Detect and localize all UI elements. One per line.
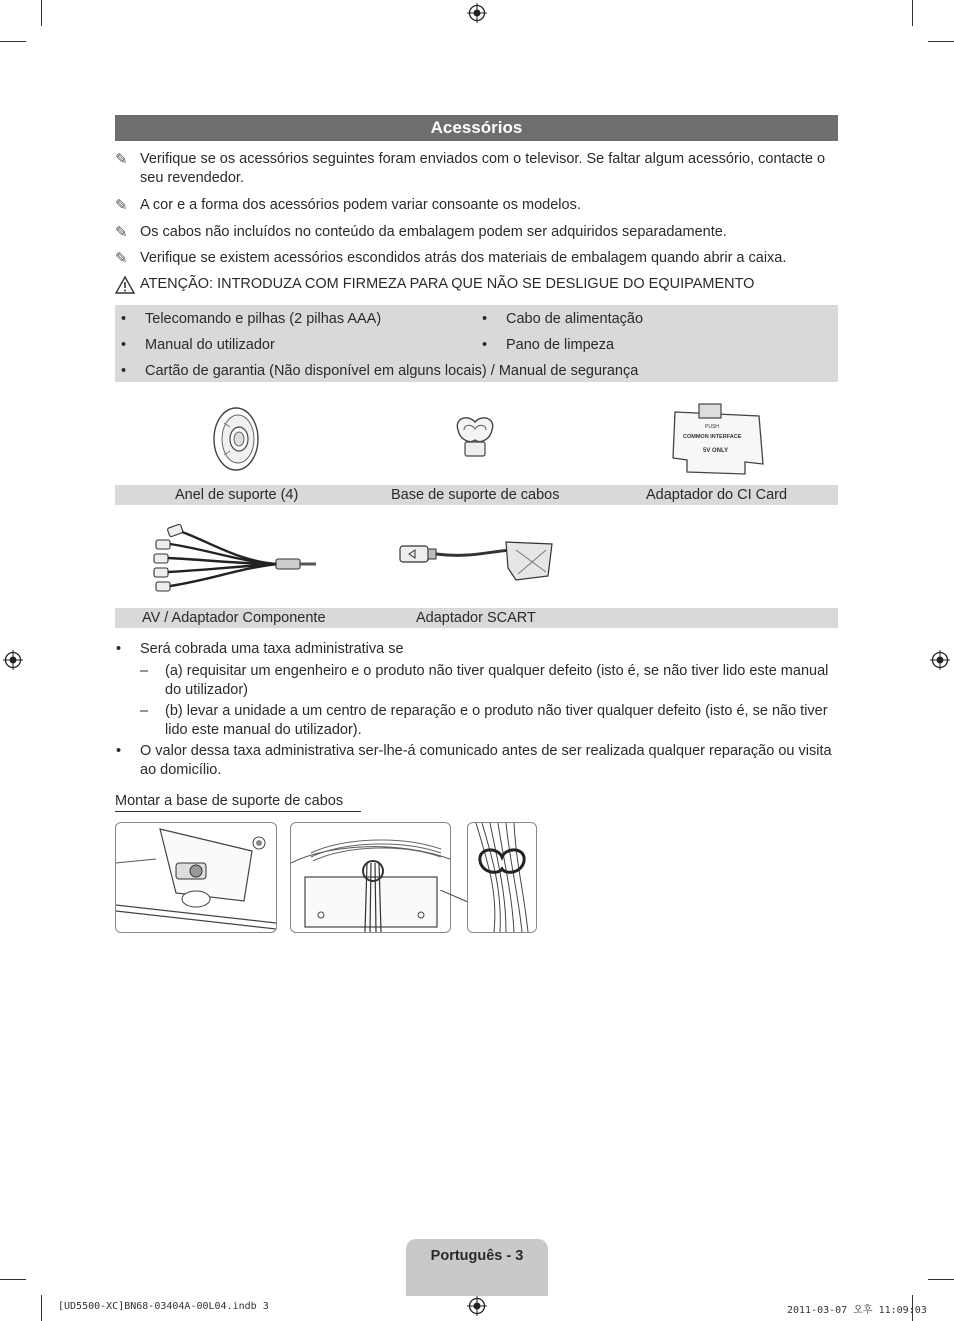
fee-sub-b-line1: (b) levar a unidade a um centro de reparação e o produto não tiver qualquer defeito (isto é, se não tiver (165, 703, 828, 719)
registration-mark-icon (467, 1296, 487, 1316)
dash-symbol: – (140, 703, 149, 719)
pointer-line (440, 890, 470, 904)
accessory-labels-row-2 (115, 608, 838, 628)
cable-holder-image (452, 410, 498, 460)
bullet-symbol: • (116, 743, 122, 759)
included-items-box: • Telecomando e pilhas (2 pilhas AAA) • Manual do utilizador • Cabo de alimentação • Pano de limpeza • Cartão de garantia (Não disponível em alguns locais) / Manual de segurança (115, 305, 838, 382)
holder-ring-image (210, 405, 262, 473)
warning-triangle-icon (115, 276, 135, 294)
fee-bullet-2-line1: O valor dessa taxa administrativa ser-lhe-á comunicado antes de ser realizada qualquer reparação ou visita (140, 743, 832, 759)
registration-mark-icon (930, 650, 950, 670)
ci-interface-text: COMMON INTERFACE (683, 434, 742, 440)
section-heading: Montar a base de suporte de cabos (115, 792, 361, 812)
ci-card-adapter-image (671, 402, 767, 478)
fee-sub-b-line2: lido este manual do utilizador). (165, 722, 362, 738)
crop-mark (912, 0, 913, 26)
page-number-tab: Português - 3 (406, 1239, 548, 1296)
page-title: Acessórios (115, 115, 838, 141)
assembly-step-2-image (290, 822, 451, 933)
fee-sub-a-line1: (a) requisitar um engenheiro e o produto não tiver qualquer defeito (isto é, se não tiver lido este manual (165, 663, 829, 679)
label-av-component-adapter: AV / Adaptador Componente (142, 610, 326, 626)
print-timestamp: 2011-03-07 오후 11:09:03 (787, 1305, 927, 1316)
pencil-note-icon: ✎ (115, 250, 128, 267)
registration-mark-icon (3, 650, 23, 670)
fee-bullet-1: Será cobrada uma taxa administrativa se (140, 641, 404, 657)
label-cable-holder: Base de suporte de cabos (391, 487, 560, 503)
label-scart-adapter: Adaptador SCART (416, 610, 536, 626)
warning-note: ATENÇÃO: INTRODUZA COM FIRMEZA PARA QUE NÃO SE DESLIGUE DO EQUIPAMENTO (115, 275, 840, 294)
ci-voltage-text: 5V ONLY (703, 448, 729, 454)
crop-mark (41, 0, 42, 26)
crop-mark (928, 41, 954, 42)
crop-mark (0, 1279, 26, 1280)
fee-bullet-2-line2: ao domicílio. (140, 762, 222, 778)
crop-mark (928, 1279, 954, 1280)
crop-mark (41, 1295, 42, 1321)
bullet-symbol: • (116, 641, 122, 657)
crop-mark (0, 41, 26, 42)
assembly-step-1-image (115, 822, 277, 933)
label-holder-ring: Anel de suporte (4) (175, 487, 299, 503)
registration-mark-icon (467, 3, 487, 23)
note-item: ✎ Verifique se existem acessórios escondidos atrás dos materiais de embalagem quando abrir a caixa. (115, 250, 787, 267)
fee-sub-a-line2: do utilizador) (165, 682, 249, 698)
pencil-note-icon: ✎ (115, 197, 128, 214)
pencil-note-icon: ✎ (115, 224, 128, 241)
scart-adapter-image (398, 532, 558, 584)
assembly-detail-image (467, 822, 537, 933)
note-item: ✎ Verifique se os acessórios seguintes foram enviados com o televisor. Se faltar algum acessório, contacte o seu revendedor. (115, 151, 826, 186)
accessory-labels-row-1 (115, 485, 838, 505)
ci-push-text: PUSH (705, 424, 719, 430)
dash-symbol: – (140, 663, 149, 679)
pencil-note-icon: ✎ (115, 151, 128, 168)
label-ci-card-adapter: Adaptador do CI Card (646, 487, 788, 503)
note-item: ✎ Os cabos não incluídos no conteúdo da embalagem podem ser adquiridos separadamente. (115, 224, 727, 241)
note-item: ✎ A cor e a forma dos acessórios podem variar consoante os modelos. (115, 197, 581, 214)
av-component-adapter-image (150, 522, 322, 600)
file-info: [UD5500-XC]BN68-03404A-00L04.indb 3 (58, 1301, 269, 1312)
